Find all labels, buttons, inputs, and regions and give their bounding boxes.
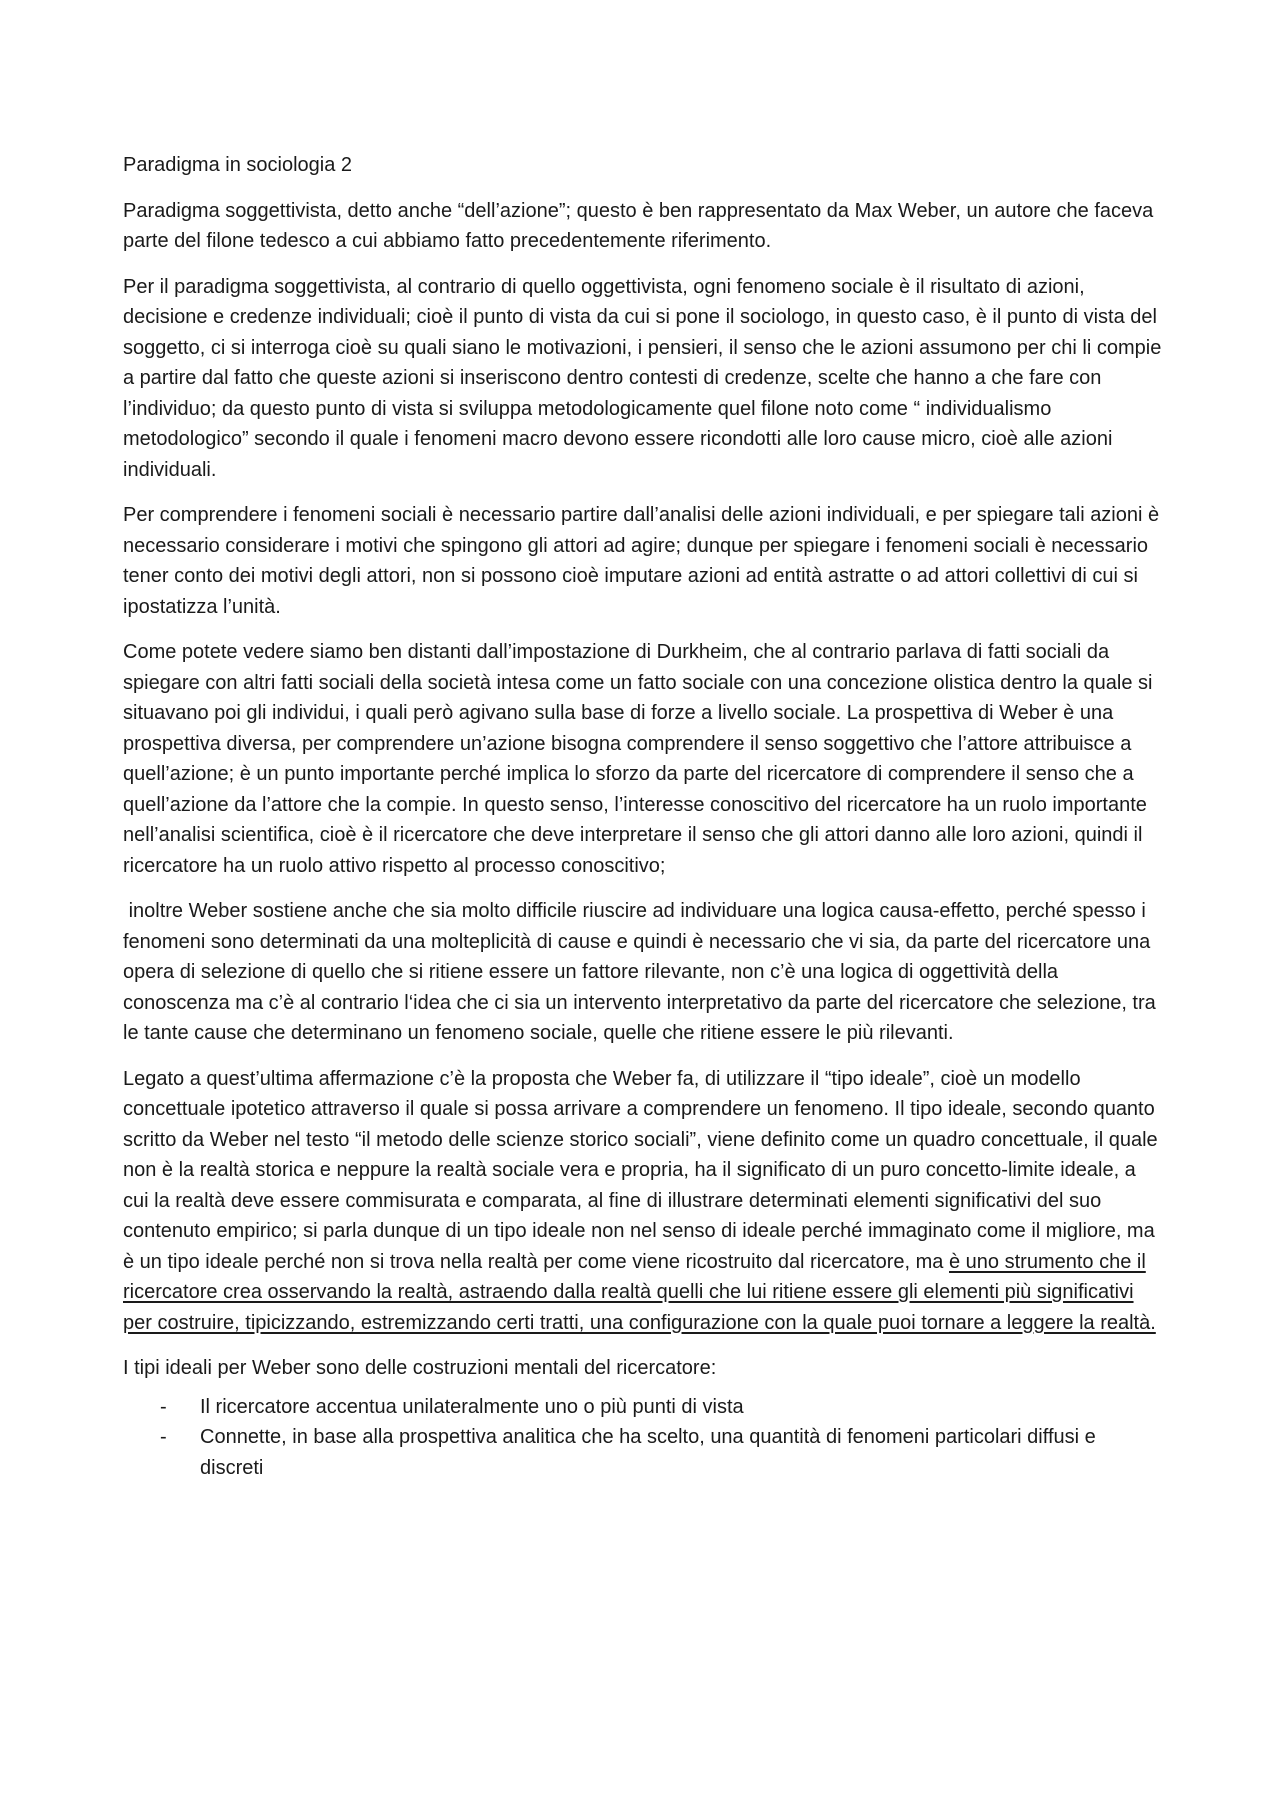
document-title: Paradigma in sociologia 2 <box>123 154 353 176</box>
paragraph-4: Come potete vedere siamo ben distanti dall’impostazione di Durkheim, che al contrario parlava di fatti sociali da spiegare con altri fatti sociali della società intesa come un fatto sociale con una concezione olistica dentro la quale si situavano poi gli individui, i quali però agivano sulla base di forze a livello sociale. La prospettiva di Weber è una prospettiva diversa, per comprendere un’azione bisogna comprendere il senso soggettivo che l’attore attribuisce a quell’azione; è un punto importante perché implica lo sforzo da parte del ricercatore di comprendere il senso che a quell’azione da l’attore che la compie. In questo senso, l’interesse conoscitivo del ricercatore ha un ruolo importante nell’analisi scientifica, cioè è il ricercatore che deve interpretare il senso che gli attori danno alle loro azioni, quindi il ricercatore ha un ruolo attivo rispetto al processo conoscitivo; <box>123 641 1153 877</box>
list-item-text: Il ricercatore accentua unilateralmente uno o più punti di vista <box>200 1395 744 1418</box>
paragraph-5: inoltre Weber sostiene anche che sia molto difficile riuscire ad individuare una logica causa-effetto, perché spesso i fenomeni sono determinati da una molteplicità di cause e quindi è necessario che vi sia, da parte del ricercatore una opera di selezione di quello che si ritiene essere un fattore rilevante, non c’è una logica di oggettività della conoscenza ma c’è al contrario l‘idea che ci sia un intervento interpretativo da parte del ricercatore che selezione, tra le tante cause che determinano un fenomeno sociale, quelle che ritiene essere le più rilevanti. <box>123 900 1162 1044</box>
paragraph-6 <box>123 1064 1163 1339</box>
bullet-list <box>123 1392 1163 1484</box>
list-item <box>123 1422 1163 1483</box>
paragraph-6-text: Legato a quest’ultima affermazione c’è la proposta che Weber fa, di utilizzare il “tipo ideale”, cioè un modello concettuale ipotetico attraverso il quale si possa arrivare a comprendere un fenomeno. Il tipo ideale, secondo quanto scritto da Weber nel testo “il metodo delle scienze storico sociali”, viene definito come un quadro concettuale, il quale non è la realtà storica e neppure la realtà sociale vera e propria, ha il significato di un puro concetto-limite ideale, a cui la realtà deve essere commisurata e comparata, al fine di illustrare determinati elementi significativi del suo contenuto empirico; si parla dunque di un tipo ideale non nel senso di ideale perché immaginato come il migliore, ma è un tipo ideale perché non si trova nella realtà per come viene ricostruito dal ricercatore, ma <box>123 1067 1158 1273</box>
paragraph-2: Per il paradigma soggettivista, al contrario di quello oggettivista, ogni fenomeno sociale è il risultato di azioni, decisione e credenze individuali; cioè il punto di vista da cui si pone il sociologo, in questo caso, è il punto di vista del soggetto, ci si interroga cioè su quali siano le motivazioni, i pensieri, il senso che le azioni assumono per chi li compie a partire dal fatto che queste azioni si inseriscono dentro contesti di credenze, scelte che hanno a che fare con l’individuo; da questo punto di vista si sviluppa metodologicamente quel filone noto come “ individualismo metodologico” secondo il quale i fenomeni macro devono essere ricondotti alle loro cause micro, cioè alle azioni individuali. <box>123 275 1162 481</box>
paragraph-7: I tipi ideali per Weber sono delle costruzioni mentali del ricercatore: <box>123 1357 717 1379</box>
list-item <box>123 1392 1163 1423</box>
list-item-text: Connette, in base alla prospettiva analitica che ha scelto, una quantità di fenomeni particolari diffusi e discreti <box>200 1426 1096 1479</box>
bullet-dash: - <box>160 1426 167 1448</box>
paragraph-3: Per comprendere i fenomeni sociali è necessario partire dall’analisi delle azioni individuali, e per spiegare tali azioni è necessario considerare i motivi che spingono gli attori ad agire; dunque per spiegare i fenomeni sociali è necessario tener conto dei motivi degli attori, non si possono cioè imputare azioni ad entità astratte o ad attori collettivi di cui si ipostatizza l’unità. <box>123 504 1160 618</box>
paragraph-1: Paradigma soggettivista, detto anche “dell’azione”; questo è ben rappresentato da Max Weber, un autore che faceva parte del filone tedesco a cui abbiamo fatto precedentemente riferimento. <box>123 199 1154 252</box>
underlined-passage: è uno strumento che il ricercatore crea osservando la realtà, astraendo dalla realtà quelli che lui ritiene essere gli elementi più significativi per costruire, tipicizzando, estremizzando certi tratti, una configurazione con la quale puoi tornare a leggere la realtà. <box>123 1250 1156 1334</box>
bullet-dash: - <box>160 1395 167 1418</box>
document-body <box>123 150 1163 1483</box>
